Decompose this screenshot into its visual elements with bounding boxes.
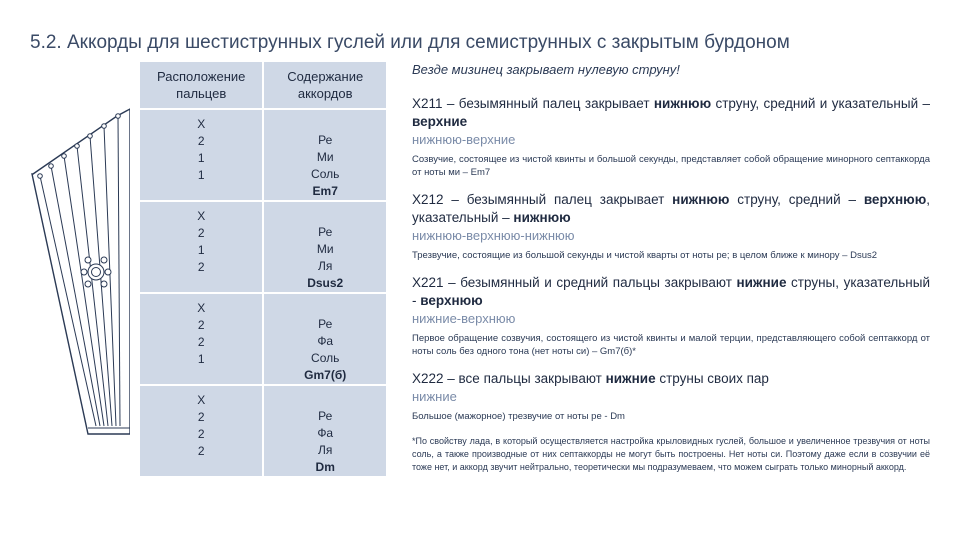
harmony-description: Созвучие, состоящее из чистой квинты и большой секунды, представляет собой обращение минорного септаккорда от ноты ми – Em7 xyxy=(412,154,930,178)
chord-name: Dm xyxy=(315,460,335,474)
finger: X xyxy=(197,117,206,131)
chord-block-x221 xyxy=(412,274,930,358)
note: Ми xyxy=(316,242,334,256)
rosette xyxy=(81,257,111,287)
finger: 2 xyxy=(197,226,205,240)
chord-block-x222 xyxy=(412,370,930,423)
pinky-note: Везде мизинец закрывает нулевую струну! xyxy=(412,62,680,77)
chord-block-x211 xyxy=(412,95,930,179)
chord-name: Dsus2 xyxy=(307,276,344,290)
string-pattern: нижнюю-верхние xyxy=(412,132,516,147)
gusli-diagram xyxy=(30,64,130,444)
table-row xyxy=(139,293,387,385)
table-row xyxy=(139,385,387,477)
finger: 2 xyxy=(197,427,205,441)
finger: X xyxy=(197,393,206,407)
table-row xyxy=(139,109,387,201)
note: Фа xyxy=(317,426,334,440)
note: Ля xyxy=(318,443,333,457)
footnote: *По свойству лада, в который осуществляется настройка крыловидных гуслей, большое и увеличенное трезвучия от ноты соль, а также производные от них септаккорды не могут быть построены. Нет ноты си. Поэтому даже если в созвучии её тоже нет, и аккорд звучит нейтрально, теоретически мы подразумеваем, что можем сыграть только минорный аккорд. xyxy=(412,436,930,472)
string-pattern: нижнюю-верхнюю-нижнюю xyxy=(412,228,575,243)
finger: X xyxy=(197,209,206,223)
finger: 2 xyxy=(197,335,205,349)
finger: 2 xyxy=(197,134,205,148)
page-title: 5.2. Аккорды для шестиструнных гуслей или для семиструнных с закрытым бурдоном xyxy=(30,32,790,53)
finger: 1 xyxy=(197,151,205,165)
note: Ре xyxy=(318,409,333,423)
chord-description-line: Х212 – безымянный палец закрывает нижнюю струну, средний – верхнюю, указательный – нижнюю xyxy=(412,192,930,225)
string-pattern: нижние xyxy=(412,389,457,404)
finger: 2 xyxy=(197,410,205,424)
note: Ля xyxy=(318,259,333,273)
note: Ре xyxy=(318,133,333,147)
finger: 2 xyxy=(197,260,205,274)
finger: 1 xyxy=(197,243,205,257)
note: Соль xyxy=(311,351,340,365)
finger: 1 xyxy=(197,168,205,182)
chord-description-line: Х211 – безымянный палец закрывает нижнюю струну, средний и указательный – верхние xyxy=(412,96,930,129)
chord-block-x212 xyxy=(412,191,930,262)
note: Ре xyxy=(318,225,333,239)
chord-name: Gm7(б) xyxy=(304,368,347,382)
finger: X xyxy=(197,301,206,315)
table-row xyxy=(139,201,387,293)
header-chords: Содержание аккордов xyxy=(263,61,387,109)
note: Фа xyxy=(317,334,334,348)
note: Соль xyxy=(311,167,340,181)
chord-name: Em7 xyxy=(312,184,338,198)
header-fingers: Расположение пальцев xyxy=(139,61,263,109)
chord-description-line: Х221 – безымянный и средний пальцы закрывают нижние струны, указательный - верхнюю xyxy=(412,275,930,308)
finger: 2 xyxy=(197,318,205,332)
harmony-description: Трезвучие, состоящие из большой секунды и чистой кварты от ноты ре; в целом ближе к минору – Dsus2 xyxy=(412,250,878,261)
explanations xyxy=(412,62,930,474)
harmony-description: Первое обращение созвучия, состоящего из чистой квинты и малой терции, представляющего собой септаккорд от ноты соль без одного тона (нет ноты си) – Gm7(б)* xyxy=(412,333,930,357)
string-pattern: нижние-верхнюю xyxy=(412,311,516,326)
harmony-description: Большое (мажорное) трезвучие от ноты ре - Dm xyxy=(412,411,625,422)
finger: 2 xyxy=(197,444,205,458)
chord-description-line: Х222 – все пальцы закрывают нижние струны своих пар xyxy=(412,371,769,386)
note: Ми xyxy=(316,150,334,164)
chords-table xyxy=(138,60,388,478)
finger: 1 xyxy=(197,352,205,366)
note: Ре xyxy=(318,317,333,331)
